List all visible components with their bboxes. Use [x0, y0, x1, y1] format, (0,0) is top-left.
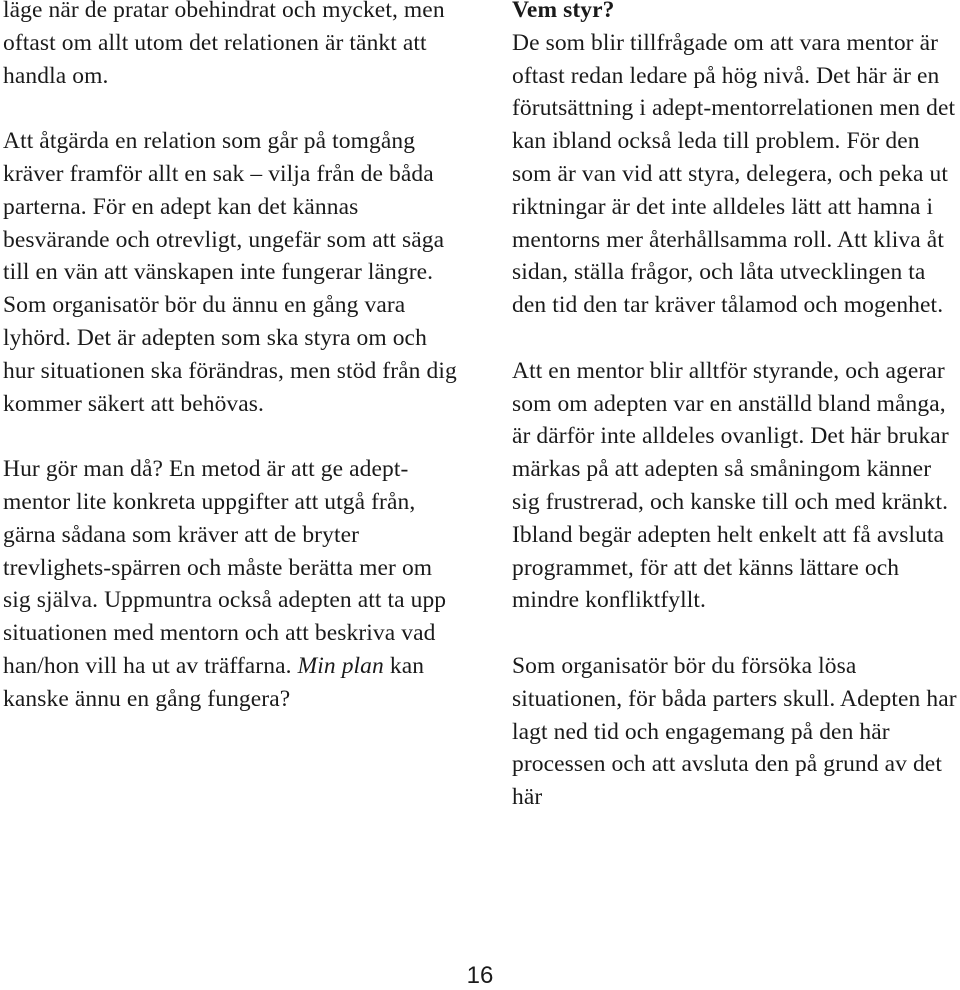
- italic-title-min-plan: Min plan: [297, 652, 384, 679]
- right-paragraph-1: De som blir tillfrågade om att vara mentor är oftast redan ledare på hög nivå. Det här är en förutsättning i adept-mentorrelationen men det kan ibland också leda till problem. För den som är van vid att styra, delegera, och peka ut riktningar är det inte alldeles lätt att hamna i mentorns mer återhållsamma roll. Att kliva åt sidan, ställa frågor, och låta utvecklingen ta den tid den tar kräver tålamod och mogenhet.: [512, 29, 956, 319]
- section-heading: Vem styr?: [512, 0, 615, 23]
- right-text-column: [512, 0, 957, 814]
- left-text-column: [3, 0, 463, 716]
- right-paragraph-2: Att en mentor blir alltför styrande, och agerar som om adepten var en anställd bland många, är därför inte alldeles ovanligt. Det här brukar märkas på att adepten så småningom känner sig frustrerad, och kanske till och med kränkt. Ibland begär adepten helt enkelt att få avsluta programmet, för att det känns lättare och mindre konfliktfyllt.: [512, 357, 949, 614]
- page-number: 16: [466, 962, 494, 989]
- right-paragraph-3: Som organisatör bör du försöka lösa situationen, för båda parters skull. Adepten har lagt ned tid och engagemang på den här processen och att avsluta den på grund av det här: [512, 652, 957, 811]
- left-paragraph-3: [3, 453, 463, 715]
- left-paragraph-3-end: kan kanske ännu en gång fungera?: [3, 652, 425, 712]
- left-paragraph-1: läge när de pratar obehindrat och mycket, men oftast om allt utom det relationen är tänkt att handla om.: [3, 0, 445, 89]
- left-paragraph-2: Att åtgärda en relation som går på tomgång kräver framför allt en sak – vilja från de båda parterna. För en adept kan det kännas besvärande och otrevligt, ungefär som att säga till en vän att vänskapen inte fungerar längre. Som organisatör bör du ännu en gång vara lyhörd. Det är adepten som ska styra om och hur situationen ska förändras, men stöd från dig kommer säkert att behövas.: [3, 128, 457, 417]
- left-paragraph-3-text: Hur gör man då? En metod är att ge adept-mentor lite konkreta uppgifter att utgå från, gärna sådana som kräver att de bryter trevlighets-spärren och måste berätta mer om sig själva. Uppmuntra också adepten att ta upp situationen med mentorn och att beskriva vad han/hon vill ha ut av träffarna.: [3, 456, 447, 679]
